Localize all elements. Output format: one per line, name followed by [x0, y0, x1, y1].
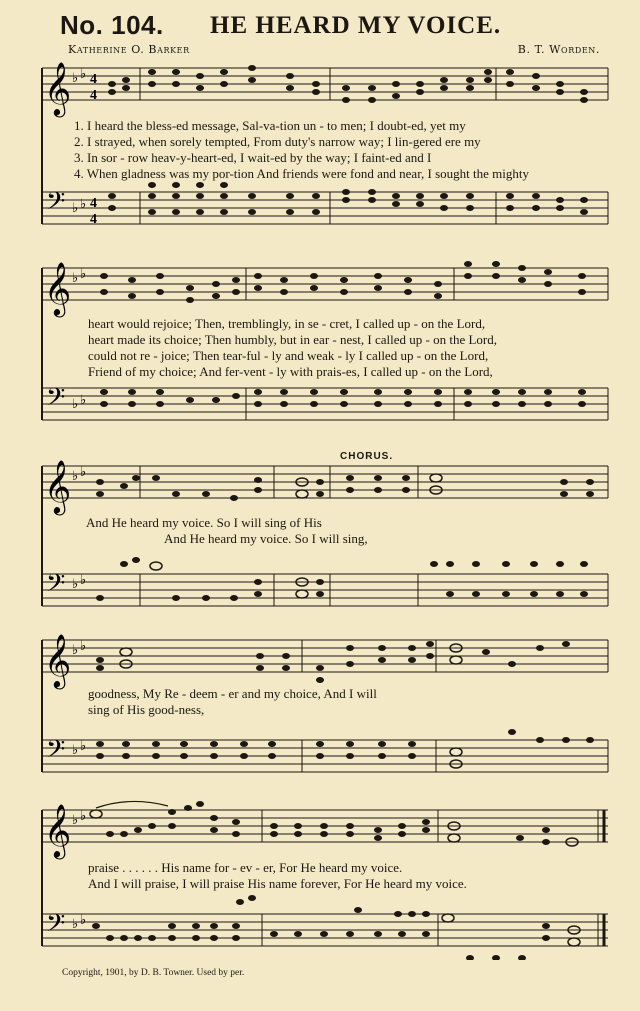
svg-text:𝄞: 𝄞 — [44, 633, 72, 687]
svg-text:4: 4 — [90, 196, 97, 211]
svg-text:♭: ♭ — [72, 643, 79, 658]
chorus-line-2-upper: goodness, My Re - deem - er and my choice, And I will — [88, 686, 377, 701]
svg-text:♭: ♭ — [72, 743, 79, 758]
hymn-number: No. 104. — [60, 10, 164, 40]
svg-text:𝄢: 𝄢 — [46, 187, 66, 222]
svg-text:♭: ♭ — [80, 739, 87, 754]
svg-text:♭: ♭ — [80, 197, 87, 212]
svg-text:♭: ♭ — [80, 809, 87, 824]
svg-text:♭: ♭ — [72, 469, 79, 484]
verse-3-line-2: could not re - joice; Then tear-ful - ly and weak - ly I called up - on the Lord, — [88, 348, 489, 363]
svg-text:♭: ♭ — [80, 393, 87, 408]
svg-text:4: 4 — [90, 88, 97, 103]
svg-text:♭: ♭ — [80, 465, 87, 480]
svg-text:𝄞: 𝄞 — [44, 803, 72, 857]
svg-text:𝄞: 𝄞 — [44, 61, 72, 115]
svg-text:𝄢: 𝄢 — [46, 569, 66, 604]
chorus-line-1-lower: And He heard my voice. So I will sing, — [164, 531, 368, 546]
chorus-line-2-lower: sing of His good-ness, — [88, 702, 205, 717]
chorus-label: CHORUS. — [340, 451, 394, 462]
verse-1-line-1: 1. I heard the bless-ed message, Sal-va-tion un - to men; I doubt-ed, yet my — [74, 118, 466, 133]
svg-text:𝄢: 𝄢 — [46, 909, 66, 944]
svg-text:♭: ♭ — [72, 577, 79, 592]
verse-2-line-2: heart made its choice; Then humbly, but in ear - nest, I called up - on the Lord, — [88, 332, 498, 347]
svg-text:4: 4 — [90, 212, 97, 227]
composer-credit: B. T. Worden. — [517, 43, 600, 56]
chorus-line-1-upper: And He heard my voice. So I will sing of His — [86, 515, 322, 530]
chorus-line-3-upper: praise . . . . . . His name for - ev - er, For He heard my voice. — [88, 860, 403, 875]
svg-text:♭: ♭ — [72, 397, 79, 412]
svg-text:♭: ♭ — [80, 67, 87, 82]
svg-text:𝄞: 𝄞 — [44, 261, 72, 315]
hymn-title: HE HEARD MY VOICE. — [210, 12, 502, 39]
svg-text:♭: ♭ — [80, 267, 87, 282]
verse-4-line-1: 4. When gladness was my por-tion And friends were fond and near, I sought the mighty — [74, 166, 529, 181]
svg-text:♭: ♭ — [72, 813, 79, 828]
svg-text:♭: ♭ — [72, 201, 79, 216]
verse-1-line-2: heart would rejoice; Then, tremblingly, in se - cret, I called up - on the Lord, — [88, 316, 486, 331]
svg-text:♭: ♭ — [80, 639, 87, 654]
svg-text:𝄞: 𝄞 — [44, 459, 72, 513]
verse-2-line-1: 2. I strayed, when sorely tempted, From duty's narrow way; I lin-gered ere my — [74, 134, 481, 149]
svg-text:♭: ♭ — [72, 271, 79, 286]
svg-text:4: 4 — [90, 72, 97, 87]
svg-text:𝄢: 𝄢 — [46, 735, 66, 770]
verse-3-line-1: 3. In sor - row heav-y-heart-ed, I wait-ed by the way; I faint-ed and I — [74, 150, 432, 165]
svg-text:♭: ♭ — [80, 573, 87, 588]
verse-4-line-2: Friend of my choice; And fer-vent - ly with prais-es, I called up - on the Lord, — [88, 364, 493, 379]
copyright-notice: Copyright, 1901, by D. B. Towner. Used by per. — [62, 968, 245, 978]
svg-text:𝄢: 𝄢 — [46, 383, 66, 418]
svg-text:♭: ♭ — [72, 71, 79, 86]
lyricist-credit: Katherine O. Barker — [68, 43, 190, 56]
svg-text:♭: ♭ — [72, 917, 79, 932]
chorus-line-3-lower: And I will praise, I will praise His name forever, For He heard my voice. — [88, 876, 467, 891]
svg-text:♭: ♭ — [80, 913, 87, 928]
